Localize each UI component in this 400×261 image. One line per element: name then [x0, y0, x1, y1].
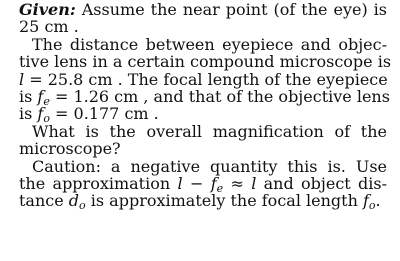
- fo-symbol: f: [37, 104, 44, 124]
- fo-symbol: f: [362, 191, 369, 211]
- fe-value: = 1.26 cm , and that of the objective lens: [49, 87, 390, 107]
- l-value: = 25.8 cm . The focal length of the eyepiece: [24, 69, 388, 89]
- fe-symbol: f: [37, 87, 44, 107]
- caution-line-3: [19, 191, 387, 213]
- given-label: Given:: [19, 0, 76, 19]
- fo-subscript: o: [43, 112, 50, 126]
- l-symbol: l: [19, 69, 25, 89]
- caution-line-2: [19, 174, 388, 196]
- para1-line-4: [19, 87, 390, 109]
- para1-line-2: tive lens in a certain compound microscope is: [19, 52, 392, 72]
- caution-text-a: the approximation: [19, 174, 178, 194]
- fo-subscript: o: [368, 199, 376, 213]
- para1-line-5: [19, 104, 387, 126]
- fe-subscript: e: [43, 95, 50, 109]
- caution-text-c: tance: [19, 191, 69, 211]
- fo-value: = 0.177 cm .: [49, 104, 159, 124]
- caution-text-d: is approximately the focal length: [85, 191, 363, 211]
- approx-sign: ≈: [223, 174, 252, 194]
- para1-line-3: [19, 71, 387, 88]
- given-line-1: [19, 1, 387, 18]
- question-line-1: What is the overall magnification of the: [32, 121, 387, 141]
- do-symbol: d: [68, 191, 80, 211]
- caution-text-b: and object dis-: [256, 174, 388, 194]
- caution-line-1: Caution: a negative quantity this is. Use: [32, 156, 387, 176]
- l-symbol: l: [251, 174, 257, 194]
- l-symbol: l: [177, 174, 183, 194]
- para1-line-1: The distance between eyepiece and objec-: [32, 34, 387, 54]
- period: .: [375, 191, 381, 211]
- question-line-2: microscope?: [19, 139, 121, 159]
- given-line-2: 25 cm .: [19, 17, 79, 37]
- fe-subscript: e: [216, 182, 224, 196]
- text-is-2: is: [19, 104, 38, 124]
- fe-symbol: f: [210, 174, 217, 194]
- do-subscript: o: [79, 199, 86, 213]
- problem-text: [19, 0, 392, 213]
- minus-sign: −: [182, 174, 211, 194]
- text-is: is: [19, 87, 38, 107]
- given-text: Assume the near point (of the eye) is: [75, 0, 387, 19]
